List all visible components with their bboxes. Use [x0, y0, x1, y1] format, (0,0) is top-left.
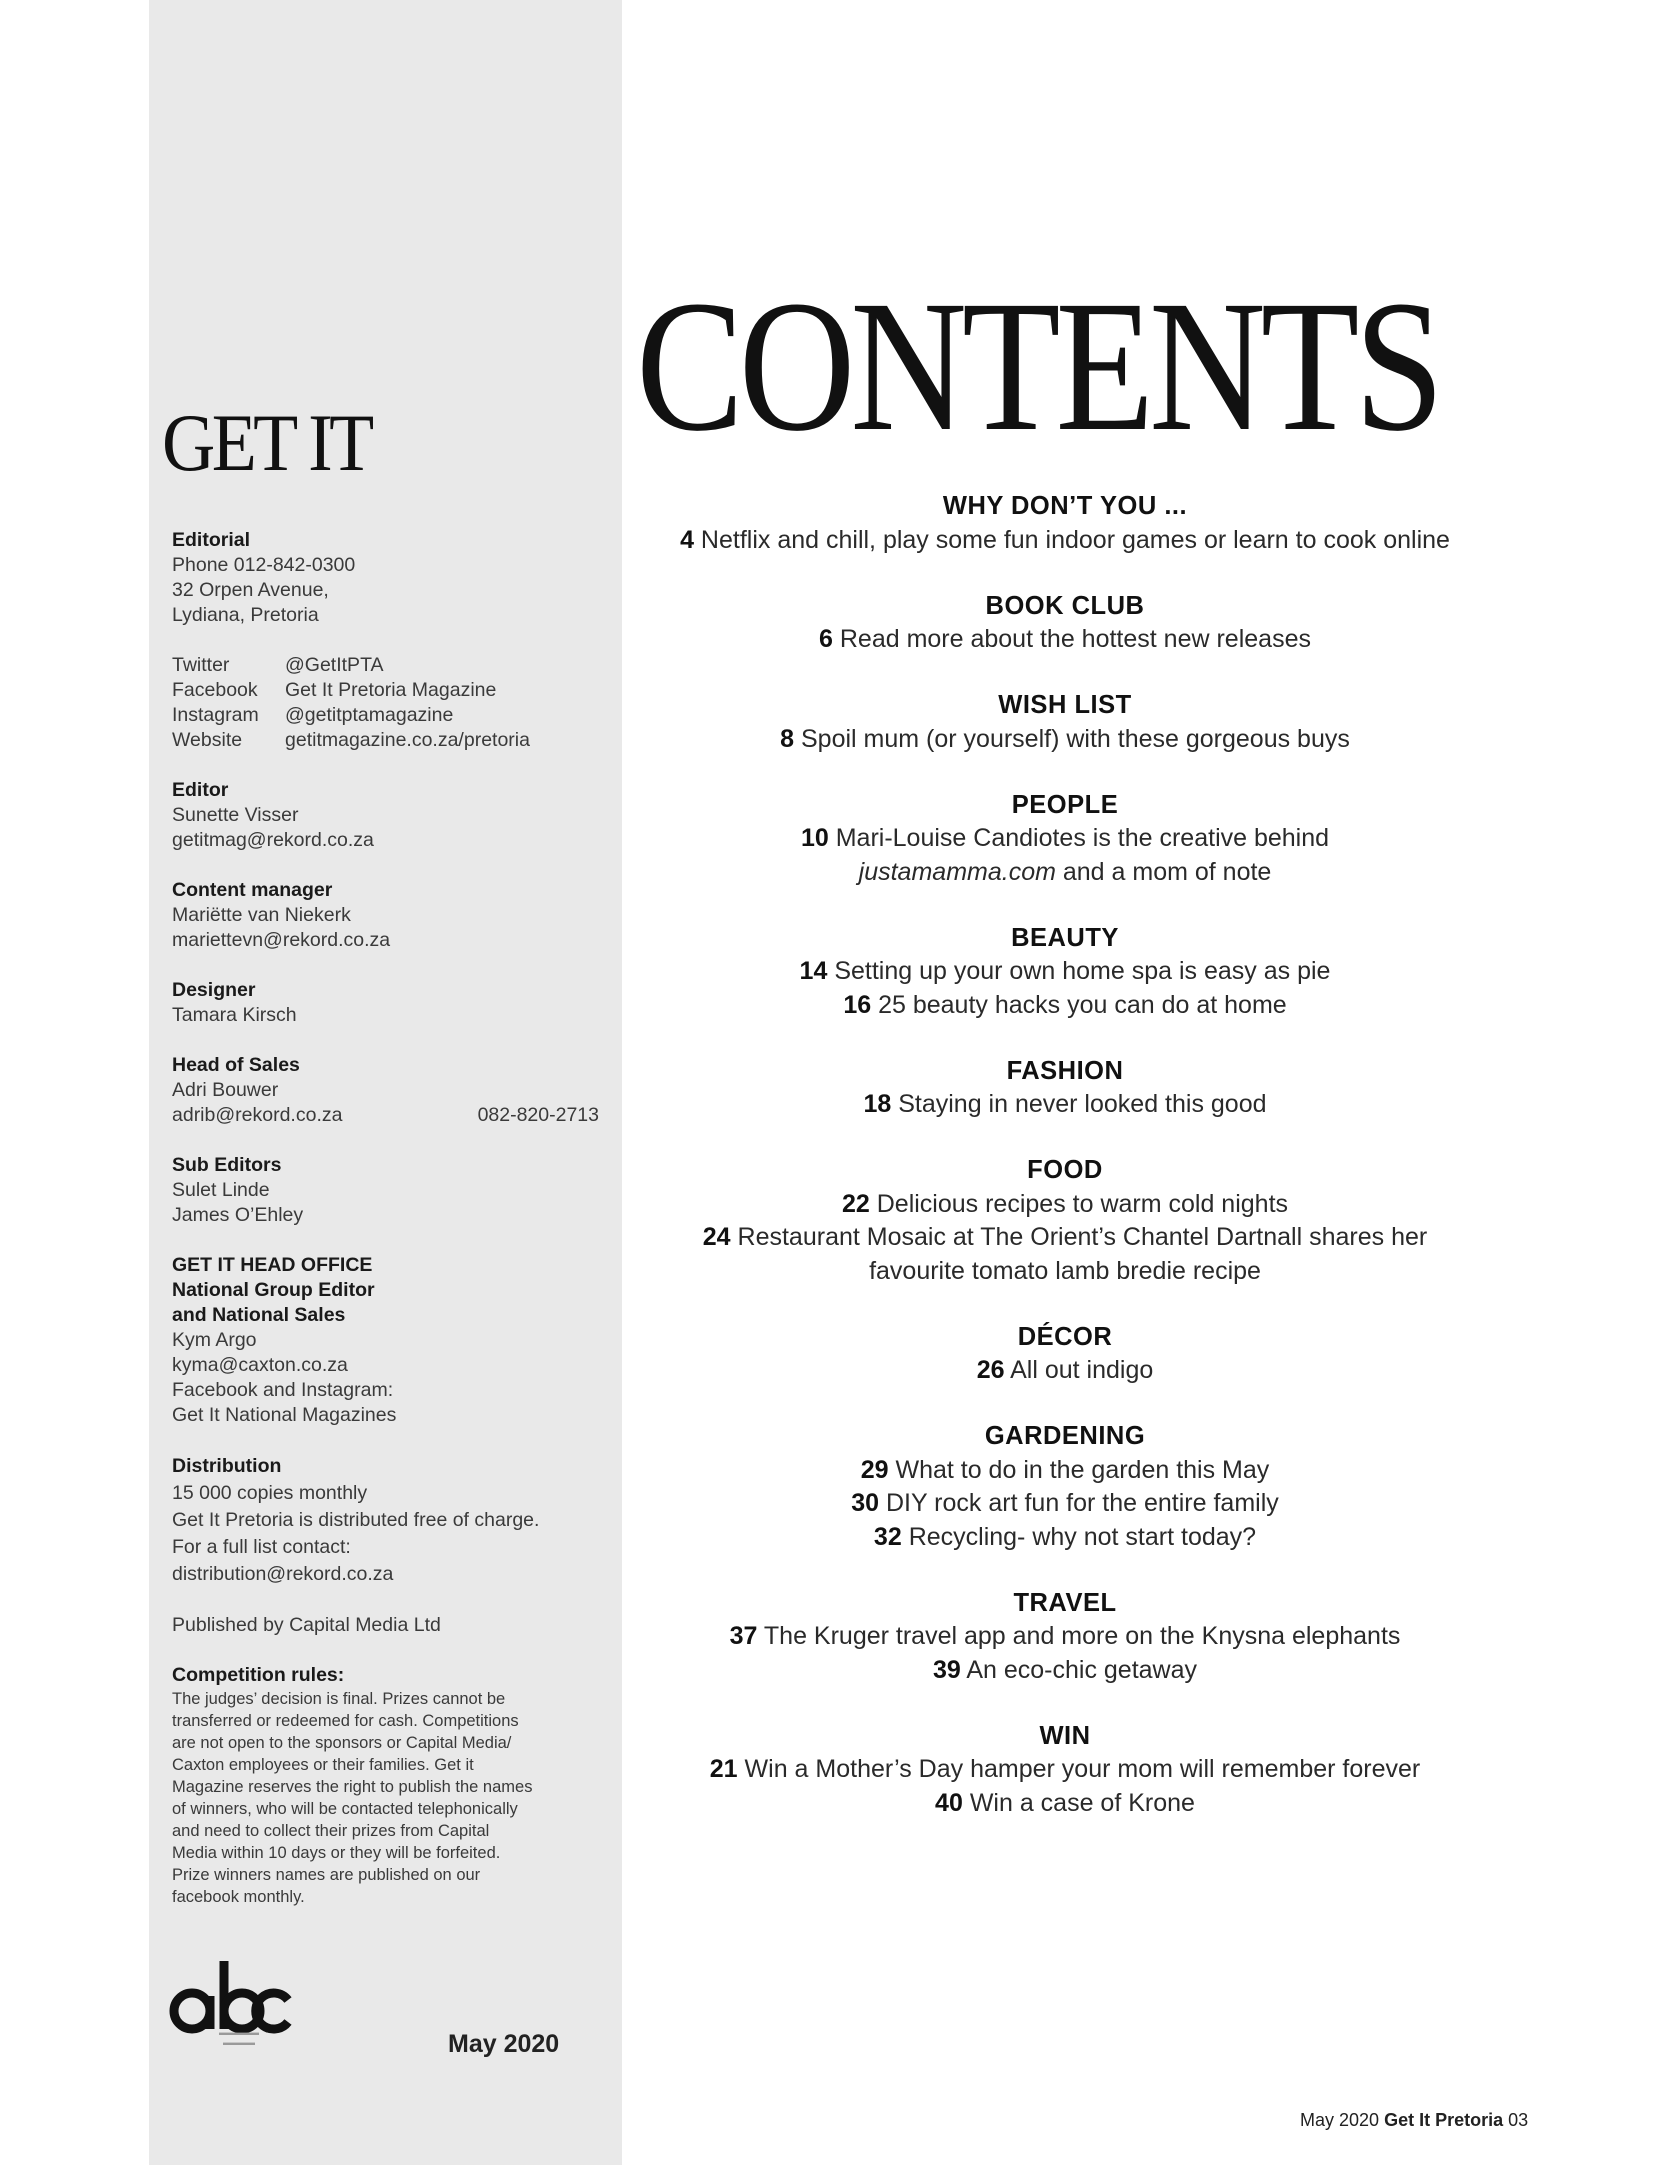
distribution-line2: For a full list contact:: [172, 1536, 351, 1558]
toc-section: [660, 689, 1470, 756]
social-value: @GetItPTA: [285, 654, 384, 676]
rules-line: of winners, who will be contacted telephonically: [172, 1800, 518, 1818]
toc-entry[interactable]: [660, 1354, 1470, 1388]
page-number: 37: [729, 1622, 758, 1650]
distribution-line1: Get It Pretoria is distributed free of charge.: [172, 1509, 540, 1531]
publisher-line: Published by Capital Media Ltd: [172, 1614, 441, 1636]
editorial-address-line1: 32 Orpen Avenue,: [172, 579, 329, 601]
section-heading: WISH LIST: [998, 691, 1132, 719]
head-office-heading: GET IT HEAD OFFICE: [172, 1254, 373, 1276]
entry-text: Win a Mother’s Day hamper your mom will remember forever: [744, 1755, 1421, 1783]
social-label: Instagram: [172, 704, 259, 726]
toc-entry[interactable]: [660, 1521, 1470, 1555]
head-office-social-line1: Facebook and Instagram:: [172, 1379, 394, 1401]
entry-text: Staying in never looked this good: [898, 1090, 1267, 1118]
section-heading: DÉCOR: [1017, 1322, 1113, 1351]
head-office-block: [172, 1253, 612, 1428]
toc-section: [660, 1154, 1470, 1288]
social-value: getitmagazine.co.za/pretoria: [285, 729, 530, 751]
entry-text: An eco-chic getaway: [966, 1655, 1198, 1684]
section-heading: FASHION: [1006, 1056, 1124, 1085]
section-heading: FOOD: [1027, 1156, 1103, 1184]
rules-line: Media within 10 days or they will be forfeited.: [172, 1844, 501, 1862]
masthead: [172, 528, 612, 1908]
folio-page-number: 03: [1508, 2110, 1529, 2130]
head-of-sales-email: adrib@rekord.co.za: [172, 1104, 343, 1126]
social-instagram: [172, 703, 612, 728]
competition-rules-text: [172, 1688, 612, 1908]
toc-section: [660, 1055, 1470, 1122]
page-number: 6: [819, 625, 833, 653]
page-folio: [1300, 2110, 1528, 2131]
rules-line: facebook monthly.: [172, 1888, 305, 1906]
page-number: 32: [873, 1522, 902, 1551]
toc-entry[interactable]: [660, 1753, 1470, 1787]
page-number: 29: [860, 1455, 889, 1484]
entry-text: Recycling- why not start today?: [908, 1522, 1257, 1551]
rules-line: Magazine reserves the right to publish the names: [172, 1778, 533, 1796]
entry-text: favourite tomato lamb bredie recipe: [869, 1256, 1261, 1285]
toc-entry[interactable]: [660, 955, 1470, 989]
editor-heading: Editor: [172, 779, 229, 801]
content-manager-name: Mariëtte van Niekerk: [172, 904, 351, 926]
rules-line: The judges’ decision is final. Prizes cannot be: [172, 1690, 506, 1708]
page-number: 16: [843, 990, 872, 1019]
toc-entry[interactable]: [660, 723, 1470, 757]
rules-line: Prize winners names are published on our: [172, 1866, 481, 1884]
editorial-heading: Editorial: [172, 529, 251, 551]
toc-section: [660, 922, 1470, 1023]
social-label: Twitter: [172, 654, 230, 676]
content-manager-heading: Content manager: [172, 879, 333, 901]
entry-text: The Kruger travel app and more on the Knysna elephants: [763, 1622, 1401, 1650]
social-website: [172, 728, 612, 753]
head-of-sales-heading: Head of Sales: [172, 1054, 300, 1076]
toc-entry[interactable]: [660, 1221, 1470, 1255]
section-heading: TRAVEL: [1013, 1588, 1117, 1617]
entry-text-italic: justamamma.com: [858, 857, 1056, 886]
page-number: 24: [702, 1223, 731, 1251]
social-block: [172, 653, 612, 753]
head-office-role-line2: and National Sales: [172, 1304, 346, 1326]
social-facebook: [172, 678, 612, 703]
entry-text: Delicious recipes to warm cold nights: [876, 1189, 1289, 1218]
content-manager-email: mariettevn@rekord.co.za: [172, 929, 391, 951]
toc-section: [660, 1420, 1470, 1554]
social-label: Website: [172, 729, 243, 751]
head-of-sales-name: Adri Bouwer: [172, 1079, 279, 1101]
entry-text: DIY rock art fun for the entire family: [886, 1489, 1279, 1517]
designer-heading: Designer: [172, 979, 256, 1001]
editor-email: getitmag@rekord.co.za: [172, 829, 374, 851]
designer-block: [172, 978, 612, 1028]
distribution-heading: Distribution: [172, 1455, 282, 1477]
page-number: 4: [680, 525, 694, 554]
section-heading: GARDENING: [984, 1422, 1146, 1450]
section-heading: BEAUTY: [1011, 923, 1119, 952]
page-number: 21: [709, 1755, 738, 1783]
entry-text: Read more about the hottest new releases: [839, 625, 1311, 653]
social-value: @getitptamagazine: [285, 704, 454, 726]
folio-date: May 2020: [1300, 2110, 1380, 2130]
toc-section: [660, 789, 1470, 890]
toc-section: [660, 490, 1470, 557]
page-number: 8: [780, 724, 795, 753]
editorial-address-line2: Lydiana, Pretoria: [172, 604, 319, 626]
entry-text: All out indigo: [1010, 1356, 1154, 1384]
head-office-name: Kym Argo: [172, 1329, 257, 1351]
competition-rules-block: [172, 1663, 612, 1908]
toc-entry[interactable]: [660, 1487, 1470, 1521]
social-label: Facebook: [172, 679, 258, 701]
entry-text: Netflix and chill, play some fun indoor games or learn to cook online: [700, 525, 1450, 554]
toc-entry[interactable]: [660, 1088, 1470, 1122]
toc-entry[interactable]: [660, 623, 1470, 657]
head-of-sales-phone: 082-820-2713: [477, 1104, 599, 1126]
competition-heading: Competition rules:: [172, 1664, 345, 1686]
toc-section: [660, 1321, 1470, 1388]
social-twitter: [172, 653, 612, 678]
head-office-social-line2: Get It National Magazines: [172, 1404, 397, 1426]
toc-section: [660, 1720, 1470, 1821]
toc-entry[interactable]: [660, 1787, 1470, 1821]
abc-logo-fineprint: ▬▬▬▬▬ ▬▬▬▬: [219, 2028, 259, 2047]
rules-line: Caxton employees or their families. Get it: [172, 1756, 474, 1774]
page-title: CONTENTS: [636, 261, 1440, 470]
toc-entry[interactable]: [660, 989, 1470, 1023]
editor-block: [172, 778, 612, 853]
rules-line: and need to collect their prizes from Capital: [172, 1822, 490, 1840]
distribution-email: distribution@rekord.co.za: [172, 1563, 394, 1585]
page-number: 18: [863, 1090, 892, 1118]
rules-line: are not open to the sponsors or Capital Media/: [172, 1734, 512, 1752]
editorial-block: [172, 528, 612, 628]
entry-text: Spoil mum (or yourself) with these gorgeous buys: [801, 724, 1350, 753]
social-value: Get It Pretoria Magazine: [285, 679, 497, 701]
page-number: 26: [976, 1356, 1005, 1384]
toc-entry[interactable]: [660, 1654, 1470, 1688]
toc-entry[interactable]: [660, 524, 1470, 558]
distribution-copies: 15 000 copies monthly: [172, 1482, 368, 1504]
sub-editor-name: James O’Ehley: [172, 1204, 304, 1226]
distribution-block: [172, 1453, 612, 1588]
section-heading: WHY DON’T YOU ...: [942, 492, 1188, 520]
content-manager-block: [172, 878, 612, 953]
sub-editor-name: Sulet Linde: [172, 1179, 270, 1201]
toc-entry[interactable]: [660, 1454, 1470, 1488]
sub-editors-heading: Sub Editors: [172, 1154, 282, 1176]
sub-editors-block: [172, 1153, 612, 1228]
issue-date: May 2020: [448, 2030, 560, 2058]
page-number: 10: [800, 824, 829, 852]
head-of-sales-block: [172, 1053, 612, 1128]
designer-name: Tamara Kirsch: [172, 1004, 297, 1026]
page-number: 39: [932, 1655, 961, 1684]
entry-text: 25 beauty hacks you can do at home: [878, 990, 1287, 1019]
entry-text: Win a case of Krone: [969, 1788, 1195, 1817]
entry-text: and a mom of note: [1055, 857, 1272, 886]
editorial-phone: Phone 012-842-0300: [172, 554, 356, 576]
toc-section: [660, 1587, 1470, 1688]
table-of-contents: [660, 490, 1470, 1853]
entry-text: Setting up your own home spa is easy as pie: [834, 957, 1331, 985]
section-heading: BOOK CLUB: [985, 591, 1145, 620]
brand-logo: GET IT: [162, 397, 371, 488]
toc-entry[interactable]: [660, 822, 1470, 856]
toc-section: [660, 590, 1470, 657]
editor-name: Sunette Visser: [172, 804, 299, 826]
toc-entry-continuation: [660, 1255, 1470, 1289]
section-heading: WIN: [1039, 1721, 1091, 1750]
publisher-block: [172, 1613, 612, 1638]
page-number: 30: [851, 1489, 880, 1517]
entry-text: Mari-Louise Candiotes is the creative behind: [835, 824, 1330, 852]
rules-line: transferred or redeemed for cash. Competitions: [172, 1712, 519, 1730]
head-office-role-line1: National Group Editor: [172, 1279, 375, 1301]
entry-text: Restaurant Mosaic at The Orient’s Chantel Dartnall shares her: [737, 1223, 1428, 1251]
page-number: 14: [799, 957, 828, 985]
folio-magazine: Get It Pretoria: [1384, 2110, 1504, 2130]
head-of-sales-contact: [172, 1103, 599, 1128]
section-heading: PEOPLE: [1011, 790, 1119, 819]
toc-entry[interactable]: [660, 1620, 1470, 1654]
toc-entry-continuation: [660, 856, 1470, 890]
page-number: 40: [935, 1788, 963, 1817]
toc-entry[interactable]: [660, 1188, 1470, 1222]
page-number: 22: [841, 1189, 870, 1218]
entry-text: What to do in the garden this May: [895, 1455, 1270, 1484]
head-office-email: kyma@caxton.co.za: [172, 1354, 348, 1376]
